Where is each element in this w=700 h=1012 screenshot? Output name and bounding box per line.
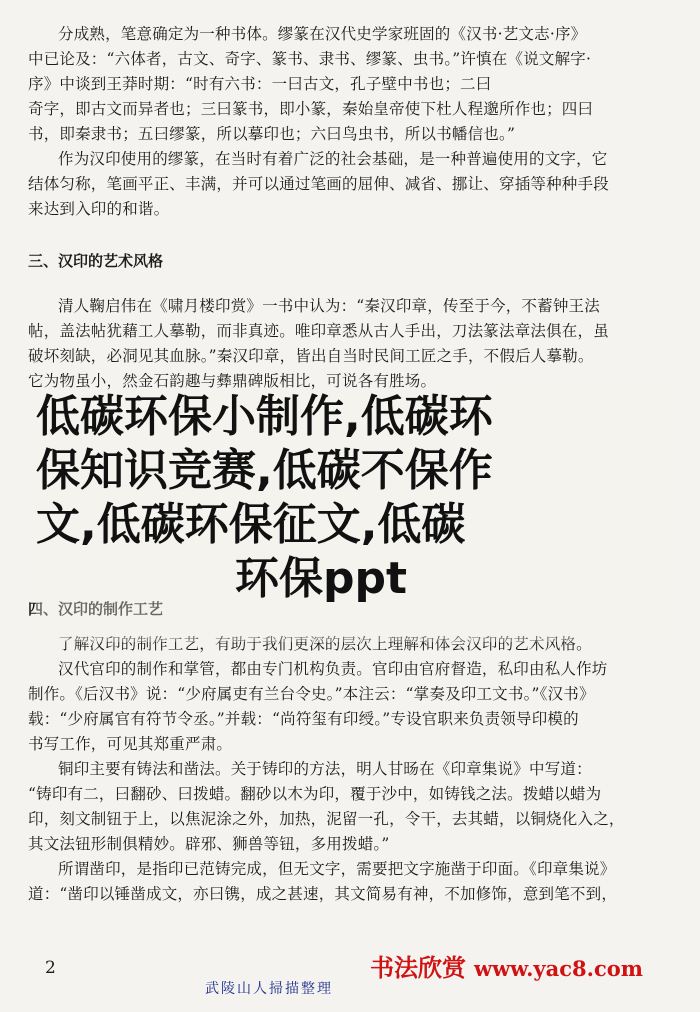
overlay-title-line-2: 保知识竞赛,低碳不保作 [36, 445, 493, 496]
text-line: 破坏刻缺，必洞见其血脉。”秦汉印章，皆出自当时民间工匠之手，不假后人摹勒。 [28, 347, 594, 365]
text-line: “铸印有二，曰翻砂、曰拨蜡。翻砂以木为印，覆于沙中，如铸钱之法。拨蜡以蜡为 [28, 785, 602, 803]
section-heading-3: 三、汉印的艺术风格 [28, 252, 164, 270]
text-line: 它为物虽小，然金石韵趣与彝鼎碑版相比，可说各有胜场。 [28, 372, 437, 390]
text-line: 道：“凿印以锤凿成文，亦曰镌，成之甚速，其文简易有神，不加修饰，意到笔不到， [28, 885, 618, 903]
section-heading-4: 四、汉印的制作工艺 [28, 600, 164, 618]
text-line: 了解汉印的制作工艺，有助于我们更深的层次上理解和体会汉印的艺术风格。 [58, 635, 592, 653]
text-line: 铜印主要有铸法和凿法。关于铸印的方法，明人甘旸在《印章集说》中写道： [58, 760, 592, 778]
site-watermark [370, 948, 643, 983]
text-line: 汉代官印的制作和掌管，都由专门机构负责。官印由官府督造，私印由私人作坊 [58, 660, 608, 678]
text-line: 中已论及：“六体者，古文、奇字、篆书、隶书、缪篆、虫书。”许慎在《说文解字· [28, 50, 592, 68]
watermark-url: www.yac8.com [474, 956, 643, 981]
text-line: 其文法钮形制俱精妙。辟邪、狮兽等钮，多用拨蜡。” [28, 835, 390, 853]
overlay-title-line-1: 低碳环保小制作,低碳环 [36, 391, 493, 442]
watermark-text: 书法欣赏 [370, 953, 466, 982]
text-line: 载：“少府属官有符节令丞。”并载：“尚符玺有印绶。”专设官职来负责领导印模的 [28, 710, 579, 728]
overlay-title-line-4: 环保ppt [234, 553, 408, 604]
overlay-title-line-3: 文,低碳环保征文,低碳 [36, 499, 466, 550]
text-line: 帖，盖法帖犹藉工人摹勒，而非真迹。唯印章悉从古人手出，刀法篆法章法俱在，虽 [28, 322, 609, 340]
overlay-title [36, 390, 676, 606]
text-line: 印，刻文制钮于上，以焦泥涂之外，加热，泥留一孔，令干，去其蜡，以铜烧化入之， [28, 810, 625, 828]
footer-credit: 武陵山人掃描整理 [205, 981, 333, 997]
text-line: 结体匀称，笔画平正、丰满，并可以通过笔画的屈伸、减省、挪让、穿插等种种手段 [28, 175, 609, 193]
text-line: 奇字，即古文而异者也；三曰篆书，即小篆，秦始皇帝使下杜人程邈所作也；四曰 [28, 100, 594, 118]
text-line: 书，即秦隶书；五曰缪篆，所以摹印也；六曰鸟虫书，所以书幡信也。” [28, 125, 516, 143]
text-line: 制作。《后汉书》说：“少府属吏有兰台令史。”本注云：“掌奏及印工文书。”《汉书》 [28, 685, 595, 703]
text-line: 作为汉印使用的缪篆，在当时有着广泛的社会基础，是一种普遍使用的文字，它 [58, 150, 608, 168]
text-line: 分成熟，笔意确定为一种书体。缪篆在汉代史学家班固的《汉书·艺文志·序》 [58, 25, 587, 43]
text-line: 序》中谈到王莽时期：“时有六书：一曰古文，孔子壁中书也；二曰 [28, 75, 492, 93]
text-line: 清人鞠启伟在《啸月楼印赏》一书中认为：“秦汉印章，传至于今，不蓄钟王法 [58, 297, 600, 315]
page-number: 2 [45, 958, 56, 978]
text-line: 书写工作，可见其郑重严肃。 [28, 735, 233, 753]
text-line: 来达到入印的和谐。 [28, 200, 170, 218]
text-line: 所谓凿印，是指印已范铸完成，但无文字，需要把文字施凿于印面。《印章集说》 [58, 860, 616, 878]
